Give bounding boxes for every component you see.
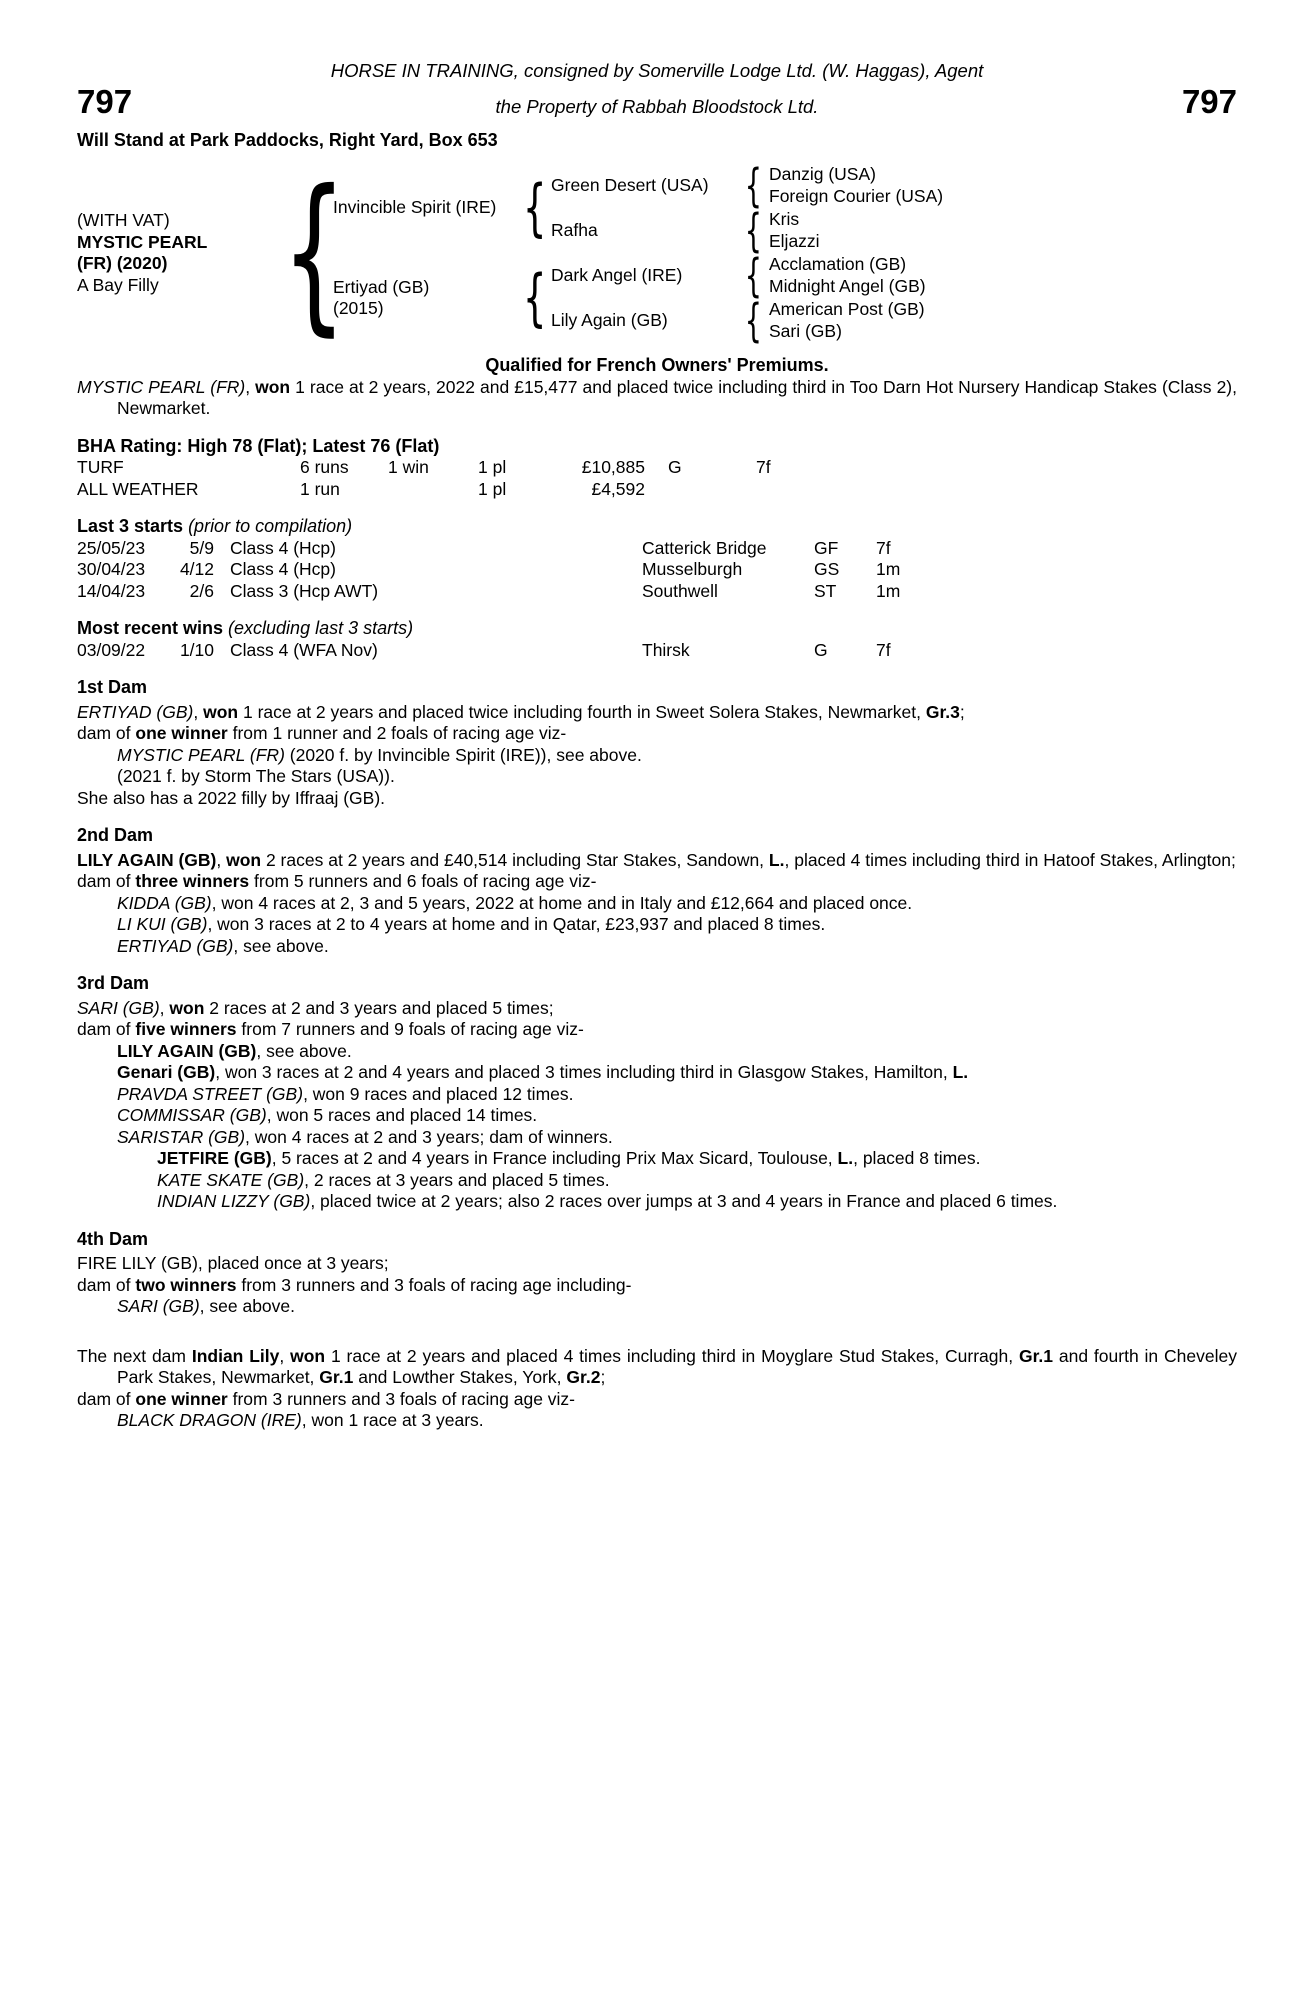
- text-segment: , 2 races at 3 years and placed 5 times.: [304, 1169, 610, 1190]
- runs-value: 1 run: [300, 478, 340, 499]
- distance-value: 7f: [756, 457, 771, 477]
- text-segment: ;: [600, 1367, 606, 1387]
- start-position: 1/10: [179, 639, 214, 660]
- start-position: 2/6: [189, 580, 214, 601]
- dam-section-4: [77, 1229, 1237, 1318]
- stakes-grade: L.: [837, 1148, 854, 1168]
- stakes-grade: Gr.1: [319, 1367, 354, 1387]
- horse-name-ref: Genari (GB): [117, 1062, 216, 1082]
- sire-dam-branch: [551, 208, 1237, 253]
- text-segment: , won 4 races at 2, 3 and 5 years, 2022 at home and in Italy and £12,664 and placed once.: [211, 892, 913, 913]
- section-heading: 4th Dam: [77, 1228, 149, 1249]
- text-segment: ,: [193, 701, 204, 722]
- start-date: 30/04/23: [77, 559, 146, 579]
- start-course: Musselburgh: [642, 559, 743, 579]
- dam-dam-parents: [769, 299, 1237, 342]
- last-starts-heading: [77, 516, 1237, 538]
- text-segment: , 5 races at 2 and 4 years in France including Prix Max Sicard, Toulouse,: [271, 1148, 838, 1168]
- stakes-grade: Gr.2: [566, 1367, 601, 1387]
- stakes-grade: L.: [952, 1062, 969, 1082]
- dam-sire-dam-name: Midnight Angel (GB): [769, 275, 926, 296]
- horse-name-ref: LILY AGAIN (GB): [117, 1040, 257, 1061]
- text-segment: 2 races at 2 and 3 years and placed 5 times;: [204, 997, 554, 1018]
- paragraph: [77, 1275, 1237, 1297]
- lot-number-left: 797: [77, 82, 133, 120]
- horse-name-ref: KIDDA (GB): [117, 892, 212, 913]
- dam-section-3: [77, 973, 1237, 1213]
- start-position: 5/9: [189, 537, 214, 558]
- dam-sire-parents: [769, 254, 1237, 297]
- vat-note: (WITH VAT): [77, 210, 170, 230]
- dam-dam-sire-name: American Post (GB): [769, 299, 925, 319]
- start-row: [77, 538, 1237, 560]
- text-segment: three winners: [135, 871, 250, 891]
- dam-name-cell: [333, 277, 519, 320]
- paragraph: [77, 850, 1237, 872]
- dam-dam-name: Lily Again (GB): [551, 309, 668, 330]
- runs-value: 6 runs: [300, 457, 349, 477]
- going-value: G: [668, 457, 682, 477]
- brace-glyph: [744, 253, 761, 298]
- horse-description: A Bay Filly: [77, 274, 159, 295]
- paragraph: [117, 1105, 1237, 1127]
- earnings-value: £4,592: [591, 478, 645, 499]
- sire-dam-brace-icon: [737, 208, 769, 253]
- sire-parents: [551, 163, 1237, 253]
- start-position: 4/12: [179, 559, 214, 579]
- text-segment: , placed twice at 2 years; also 2 races over jumps at 3 and 4 years in France and placed 6 times.: [310, 1191, 1058, 1211]
- start-going: GS: [814, 559, 840, 579]
- horse-name-ref: ERTIYAD (GB): [77, 701, 194, 722]
- pedigree-generations: [333, 163, 1237, 343]
- stats-row-turf: [77, 457, 1237, 479]
- horse-name-ref: COMMISSAR (GB): [117, 1105, 267, 1125]
- brace-glyph: [282, 168, 347, 338]
- text-segment: , placed 8 times.: [853, 1148, 981, 1168]
- horse-name-ref: LI KUI (GB): [117, 914, 208, 934]
- text-segment: from 7 runners and 9 foals of racing age viz-: [236, 1019, 584, 1039]
- dam-brace-icon: [519, 267, 551, 329]
- stats-row-all-weather: [77, 479, 1237, 501]
- dam-name: Ertiyad (GB): [333, 276, 430, 297]
- start-going: G: [814, 639, 828, 660]
- paragraph: [77, 702, 1237, 724]
- paragraph: [77, 723, 1237, 745]
- text-segment: from 1 runner and 2 foals of racing age viz-: [227, 723, 567, 743]
- paragraph: [117, 1296, 1237, 1318]
- stakes-grade: Gr.3: [925, 701, 960, 722]
- start-class: Class 3 (Hcp AWT): [230, 580, 379, 601]
- paragraph: FIRE LILY (GB), placed once at 3 years;: [77, 1253, 389, 1273]
- distance-value: [756, 479, 1237, 501]
- text-segment: and fourth in Cheveley Park Stakes, Newmarket,: [117, 1345, 1237, 1387]
- brace-glyph: [523, 267, 547, 329]
- lot-number-right: 797: [1181, 82, 1237, 120]
- sire-sire-dam-name: Foreign Courier (USA): [769, 185, 944, 206]
- dam-dam-dam-name: Sari (GB): [769, 320, 842, 341]
- section-heading: 1st Dam: [77, 677, 148, 697]
- text-segment: ,: [245, 376, 256, 397]
- paragraph: [157, 1170, 1237, 1192]
- stakes-grade: L.: [768, 849, 785, 870]
- text-segment: from 5 runners and 6 foals of racing age viz-: [249, 871, 597, 891]
- start-distance: 7f: [876, 537, 891, 558]
- text-segment: ,: [159, 997, 170, 1018]
- text-segment: and Lowther Stakes, York,: [353, 1367, 567, 1387]
- text-segment: , see above.: [256, 1040, 352, 1061]
- wins-value: [388, 479, 478, 501]
- places-value: 1 pl: [478, 478, 507, 499]
- earnings-value: £10,885: [581, 457, 645, 477]
- start-going: GF: [814, 537, 839, 558]
- text-segment: , won 3 races at 2 to 4 years at home and in Qatar, £23,937 and placed 8 times.: [207, 914, 826, 934]
- horse-name-ref: INDIAN LIZZY (GB): [157, 1191, 311, 1211]
- text-segment: five winners: [135, 1019, 237, 1039]
- dam-branch: [333, 253, 1237, 343]
- paragraph: [117, 1062, 1237, 1084]
- text-segment: ,: [216, 849, 227, 870]
- sire-sire-parents: [769, 164, 1237, 207]
- sire-dam-dam-name: Eljazzi: [769, 230, 820, 251]
- subject-horse: [77, 210, 295, 296]
- horse-name-ref: PRAVDA STREET (GB): [117, 1083, 304, 1104]
- heading-text: Last 3 starts: [77, 516, 184, 536]
- sire-sire-branch: [551, 163, 1237, 208]
- text-segment: from 3 runners and 3 foals of racing age including-: [236, 1274, 632, 1295]
- text-segment: (2020 f. by Invincible Spirit (IRE)), see above.: [284, 744, 642, 765]
- text-segment: , see above.: [199, 1296, 296, 1316]
- horse-name-ref: LILY AGAIN (GB): [77, 849, 217, 870]
- horse-suffix: (FR) (2020): [77, 253, 168, 273]
- text-segment: dam of: [77, 1388, 136, 1409]
- text-segment: ;: [959, 701, 965, 722]
- start-distance: 7f: [876, 639, 891, 660]
- start-class: Class 4 (Hcp): [230, 537, 336, 558]
- text-segment: , won 9 races and placed 12 times.: [303, 1083, 574, 1104]
- text-segment: 1 race at 2 years and placed 4 times including third in Moyglare Stud Stakes, Curragh,: [325, 1345, 1019, 1366]
- paragraph: [77, 998, 1237, 1020]
- brace-glyph: [523, 177, 547, 239]
- start-distance: 1m: [876, 559, 901, 579]
- text-segment: , see above.: [233, 935, 329, 956]
- heading-note: (prior to compilation): [183, 516, 353, 536]
- start-class: Class 4 (Hcp): [230, 559, 336, 579]
- paragraph: [77, 1389, 1237, 1411]
- paragraph: [117, 1127, 1237, 1149]
- paragraph: [77, 871, 1237, 893]
- sire-dam-sire-name: Kris: [769, 209, 800, 229]
- paragraph: [117, 936, 1237, 958]
- text-segment: won: [169, 997, 205, 1018]
- paragraph: [157, 1191, 1237, 1213]
- horse-name-ref: KATE SKATE (GB): [157, 1169, 305, 1190]
- start-class: Class 4 (WFA Nov): [230, 639, 378, 660]
- sire-sire-sire-name: Danzig (USA): [769, 164, 876, 184]
- text-segment: , won 5 races and placed 14 times.: [266, 1105, 538, 1125]
- text-segment: from 3 runners and 3 foals of racing age viz-: [227, 1388, 576, 1409]
- start-course: Southwell: [642, 580, 718, 601]
- stakes-grade: Gr.1: [1018, 1345, 1054, 1366]
- going-value: [645, 479, 756, 501]
- text-segment: , won 4 races at 2 and 3 years; dam of winners.: [245, 1126, 613, 1147]
- dam-sire-branch: [551, 253, 1237, 298]
- wins-value: 1 win: [388, 457, 429, 477]
- text-segment: , placed 4 times including third in Hatoof Stakes, Arlington;: [784, 849, 1236, 870]
- paragraph: [117, 1410, 1237, 1432]
- heading-text: Most recent wins: [77, 618, 224, 638]
- start-course: Thirsk: [642, 639, 690, 660]
- paragraph: [117, 893, 1237, 915]
- start-date: 03/09/22: [77, 639, 146, 660]
- sire-dam-name: Rafha: [551, 219, 598, 240]
- dam-sire-brace-icon: [737, 253, 769, 298]
- horse-name-ref: MYSTIC PEARL (FR): [77, 376, 246, 397]
- start-row: [77, 559, 1237, 581]
- text-segment: won: [203, 701, 239, 722]
- text-segment: 1 race at 2 years, 2022 and £15,477 and placed twice including third in Too Darn Hot Nursery Handicap Stakes (Class 2), Newmarket.: [117, 376, 1237, 418]
- dam-dam-branch: [551, 298, 1237, 343]
- paragraph: [117, 745, 1237, 767]
- stand-location-line: Will Stand at Park Paddocks, Right Yard, Box 653: [77, 129, 498, 150]
- pedigree-brace-icon: [295, 168, 333, 338]
- text-segment: dam of: [77, 1019, 136, 1039]
- text-segment: one winner: [135, 723, 228, 743]
- horse-name-ref: Indian Lily: [191, 1345, 280, 1366]
- heading-note: (excluding last 3 starts): [223, 618, 414, 638]
- surface-label: ALL WEATHER: [77, 478, 199, 499]
- recent-wins-heading: [77, 618, 1237, 640]
- text-segment: dam of: [77, 871, 136, 891]
- text-segment: , won 3 races at 2 and 4 years and placed 3 times including third in Glasgow Stakes, Hamilton,: [215, 1062, 953, 1082]
- dam-dam-brace-icon: [737, 298, 769, 343]
- paragraph: [77, 1019, 1237, 1041]
- places-value: 1 pl: [478, 457, 507, 477]
- sire-sire-brace-icon: [737, 163, 769, 208]
- sire-branch: [333, 163, 1237, 253]
- sire-dam-parents: [769, 209, 1237, 252]
- paragraph: [117, 1084, 1237, 1106]
- paragraph: [157, 1148, 1237, 1170]
- start-distance: 1m: [876, 580, 901, 601]
- win-row: [77, 640, 1237, 662]
- text-segment: two winners: [135, 1274, 237, 1295]
- horse-name-ref: SARISTAR (GB): [117, 1126, 246, 1147]
- sire-brace-icon: [519, 177, 551, 239]
- horse-name-ref: SARI (GB): [117, 1296, 200, 1316]
- paragraph: She also has a 2022 filly by Iffraaj (GB).: [77, 787, 386, 808]
- paragraph: [117, 914, 1237, 936]
- pedigree-table: [77, 163, 1237, 343]
- next-dam-section: [77, 1346, 1237, 1432]
- text-segment: one winner: [135, 1388, 228, 1409]
- text-segment: dam of: [77, 1274, 136, 1295]
- start-going: ST: [814, 580, 837, 601]
- text-segment: , won 1 race at 3 years.: [301, 1410, 484, 1430]
- horse-name-ref: SARI (GB): [77, 997, 160, 1018]
- sire-name: Invincible Spirit (IRE): [333, 197, 497, 218]
- start-date: 25/05/23: [77, 537, 146, 558]
- text-segment: won: [290, 1345, 326, 1366]
- property-line: the Property of Rabbah Bloodstock Ltd.: [495, 95, 819, 117]
- text-segment: ,: [279, 1345, 291, 1366]
- dam-year: (2015): [333, 298, 384, 318]
- sire-sire-name: Green Desert (USA): [551, 174, 709, 195]
- horse-name: MYSTIC PEARL: [77, 231, 208, 252]
- text-segment: won: [226, 849, 262, 870]
- start-row: [77, 581, 1237, 603]
- text-segment: The next dam: [77, 1345, 192, 1366]
- text-segment: 1 race at 2 years and placed twice including fourth in Sweet Solera Stakes, Newmarket,: [238, 701, 926, 722]
- section-heading: 3rd Dam: [77, 973, 150, 993]
- horse-name-ref: BLACK DRAGON (IRE): [117, 1410, 302, 1430]
- text-segment: 2 races at 2 years and £40,514 including Star Stakes, Sandown,: [261, 849, 769, 870]
- brace-glyph: [744, 298, 761, 343]
- text-segment: won: [255, 376, 291, 397]
- surface-label: TURF: [77, 457, 124, 477]
- qualification-note: Qualified for French Owners' Premiums.: [485, 355, 829, 375]
- lot-header: [77, 84, 1237, 120]
- race-summary: [77, 377, 1237, 420]
- dam-sire-name: Dark Angel (IRE): [551, 264, 683, 285]
- horse-name-ref: JETFIRE (GB): [157, 1148, 272, 1168]
- dam-section-1: [77, 677, 1237, 809]
- section-heading: 2nd Dam: [77, 825, 154, 845]
- brace-glyph: [744, 208, 761, 253]
- horse-name-ref: ERTIYAD (GB): [117, 935, 234, 956]
- dam-section-2: [77, 825, 1237, 957]
- dam-sire-sire-name: Acclamation (GB): [769, 254, 907, 274]
- text-segment: dam of: [77, 723, 136, 743]
- bha-rating-heading: BHA Rating: High 78 (Flat); Latest 76 (Flat): [77, 435, 440, 456]
- paragraph: [77, 1346, 1237, 1389]
- start-date: 14/04/23: [77, 580, 146, 601]
- consignor-line: HORSE IN TRAINING, consigned by Somerville Lodge Ltd. (W. Haggas), Agent: [330, 60, 984, 81]
- paragraph: [117, 1041, 1237, 1063]
- start-course: Catterick Bridge: [642, 537, 767, 558]
- dam-parents: [551, 253, 1237, 343]
- horse-name-ref: MYSTIC PEARL (FR): [117, 744, 285, 765]
- brace-glyph: [744, 163, 761, 208]
- paragraph: (2021 f. by Storm The Stars (USA)).: [117, 766, 395, 786]
